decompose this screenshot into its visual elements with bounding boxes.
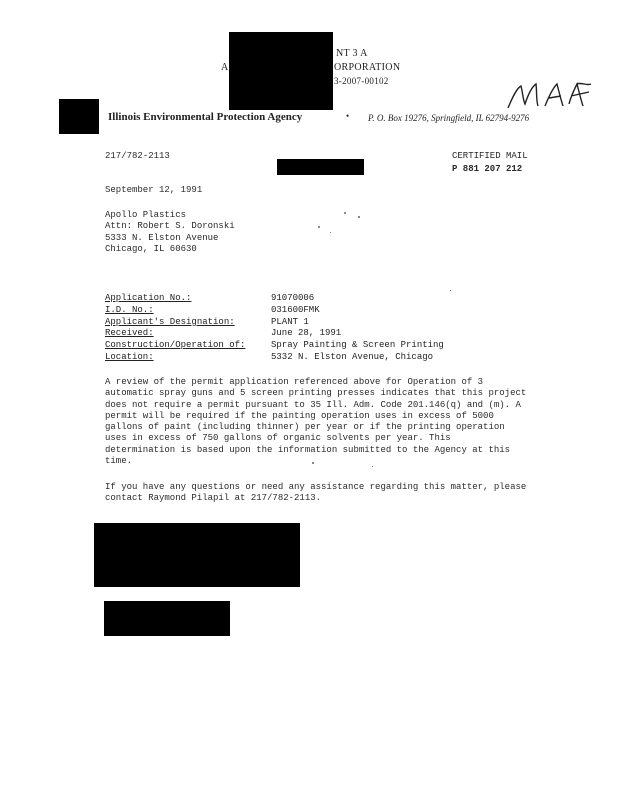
stamp-line-3: 3-2007-00102 (334, 76, 389, 86)
field-value-construction-operation: Spray Painting & Screen Printing (271, 340, 444, 351)
body-line: A review of the permit application referenced above for Operation of 3 (105, 377, 484, 387)
redaction-block-top (229, 32, 333, 110)
recipient-block (105, 210, 235, 255)
field-value-designation: PLANT 1 (271, 316, 309, 327)
field-value-received: June 28, 1991 (271, 328, 342, 339)
body-line: permit will be required if the painting operation uses in excess of 5000 (105, 410, 494, 421)
recipient-city: Chicago, IL 60630 (105, 243, 197, 254)
field-value-id-no: 031600FMK (271, 304, 320, 315)
letter-date: September 12, 1991 (105, 185, 203, 195)
certified-mail-label: CERTIFIED MAIL (452, 151, 528, 161)
redaction-block-logo (59, 99, 99, 134)
body-line: determination is based upon the information submitted to the Agency at this (105, 444, 511, 455)
body-line: time. (105, 456, 133, 467)
field-label-construction-operation: Construction/Operation of: (105, 340, 246, 351)
redaction-block-signature (94, 523, 300, 587)
field-value-location: 5332 N. Elston Avenue, Chicago (271, 351, 434, 362)
scan-speck (318, 226, 320, 228)
scan-speck (312, 462, 314, 464)
application-fields (105, 293, 444, 364)
redaction-block-cc (104, 601, 230, 636)
scan-speck (450, 290, 451, 291)
body-line: uses in excess of 750 gallons of organic solvents per year. This (105, 433, 451, 444)
recipient-street: 5333 N. Elston Avenue (105, 232, 219, 243)
certified-mail-number: P 881 207 212 (452, 164, 523, 174)
field-label-received: Received: (105, 328, 154, 339)
field-value-application-no: 91070006 (271, 293, 315, 303)
body-line: automatic spray guns and 5 screen printing presses indicates that this project (105, 388, 527, 399)
agency-name: Illinois Environmental Protection Agency (108, 111, 303, 123)
field-label-id-no: I.D. No.: (105, 304, 154, 315)
closing-line: contact Raymond Pilapil at 217/782-2113. (105, 493, 322, 504)
letterhead-separator: • (346, 111, 350, 121)
phone-number: 217/782-2113 (105, 151, 170, 161)
field-row (105, 293, 444, 305)
body-paragraph (105, 377, 526, 467)
stamp-line-2-right: ORPORATION (334, 62, 401, 73)
field-label-location: Location: (105, 351, 154, 362)
closing-line: If you have any questions or need any assistance regarding this matter, please (105, 482, 527, 492)
closing-paragraph (105, 482, 526, 505)
field-row (105, 305, 444, 317)
body-line: gallons of paint (including thinner) per year or if the printing operation (105, 422, 505, 433)
scan-speck (372, 466, 373, 467)
body-line: does not require a permit pursuant to 35 Ill. Adm. Code 201.146(q) and (m). A (105, 399, 521, 410)
field-row (105, 352, 444, 364)
field-row (105, 317, 444, 329)
agency-address: P. O. Box 19276, Springfield, IL 62794-9276 (368, 113, 530, 123)
scan-speck (358, 216, 360, 218)
field-label-application-no: Application No.: (105, 293, 192, 303)
recipient-company: Apollo Plastics (105, 210, 187, 220)
redaction-block-header (277, 159, 364, 175)
stamp-line-2-left: A (221, 62, 229, 73)
handwritten-initials (505, 78, 595, 112)
field-label-designation: Applicant's Designation: (105, 316, 235, 327)
stamp-line-1: NT 3 A (336, 48, 368, 59)
scan-speck (344, 212, 346, 214)
recipient-attn: Attn: Robert S. Doronski (105, 221, 235, 232)
scan-speck (330, 232, 331, 233)
field-row (105, 340, 444, 352)
field-row (105, 328, 444, 340)
